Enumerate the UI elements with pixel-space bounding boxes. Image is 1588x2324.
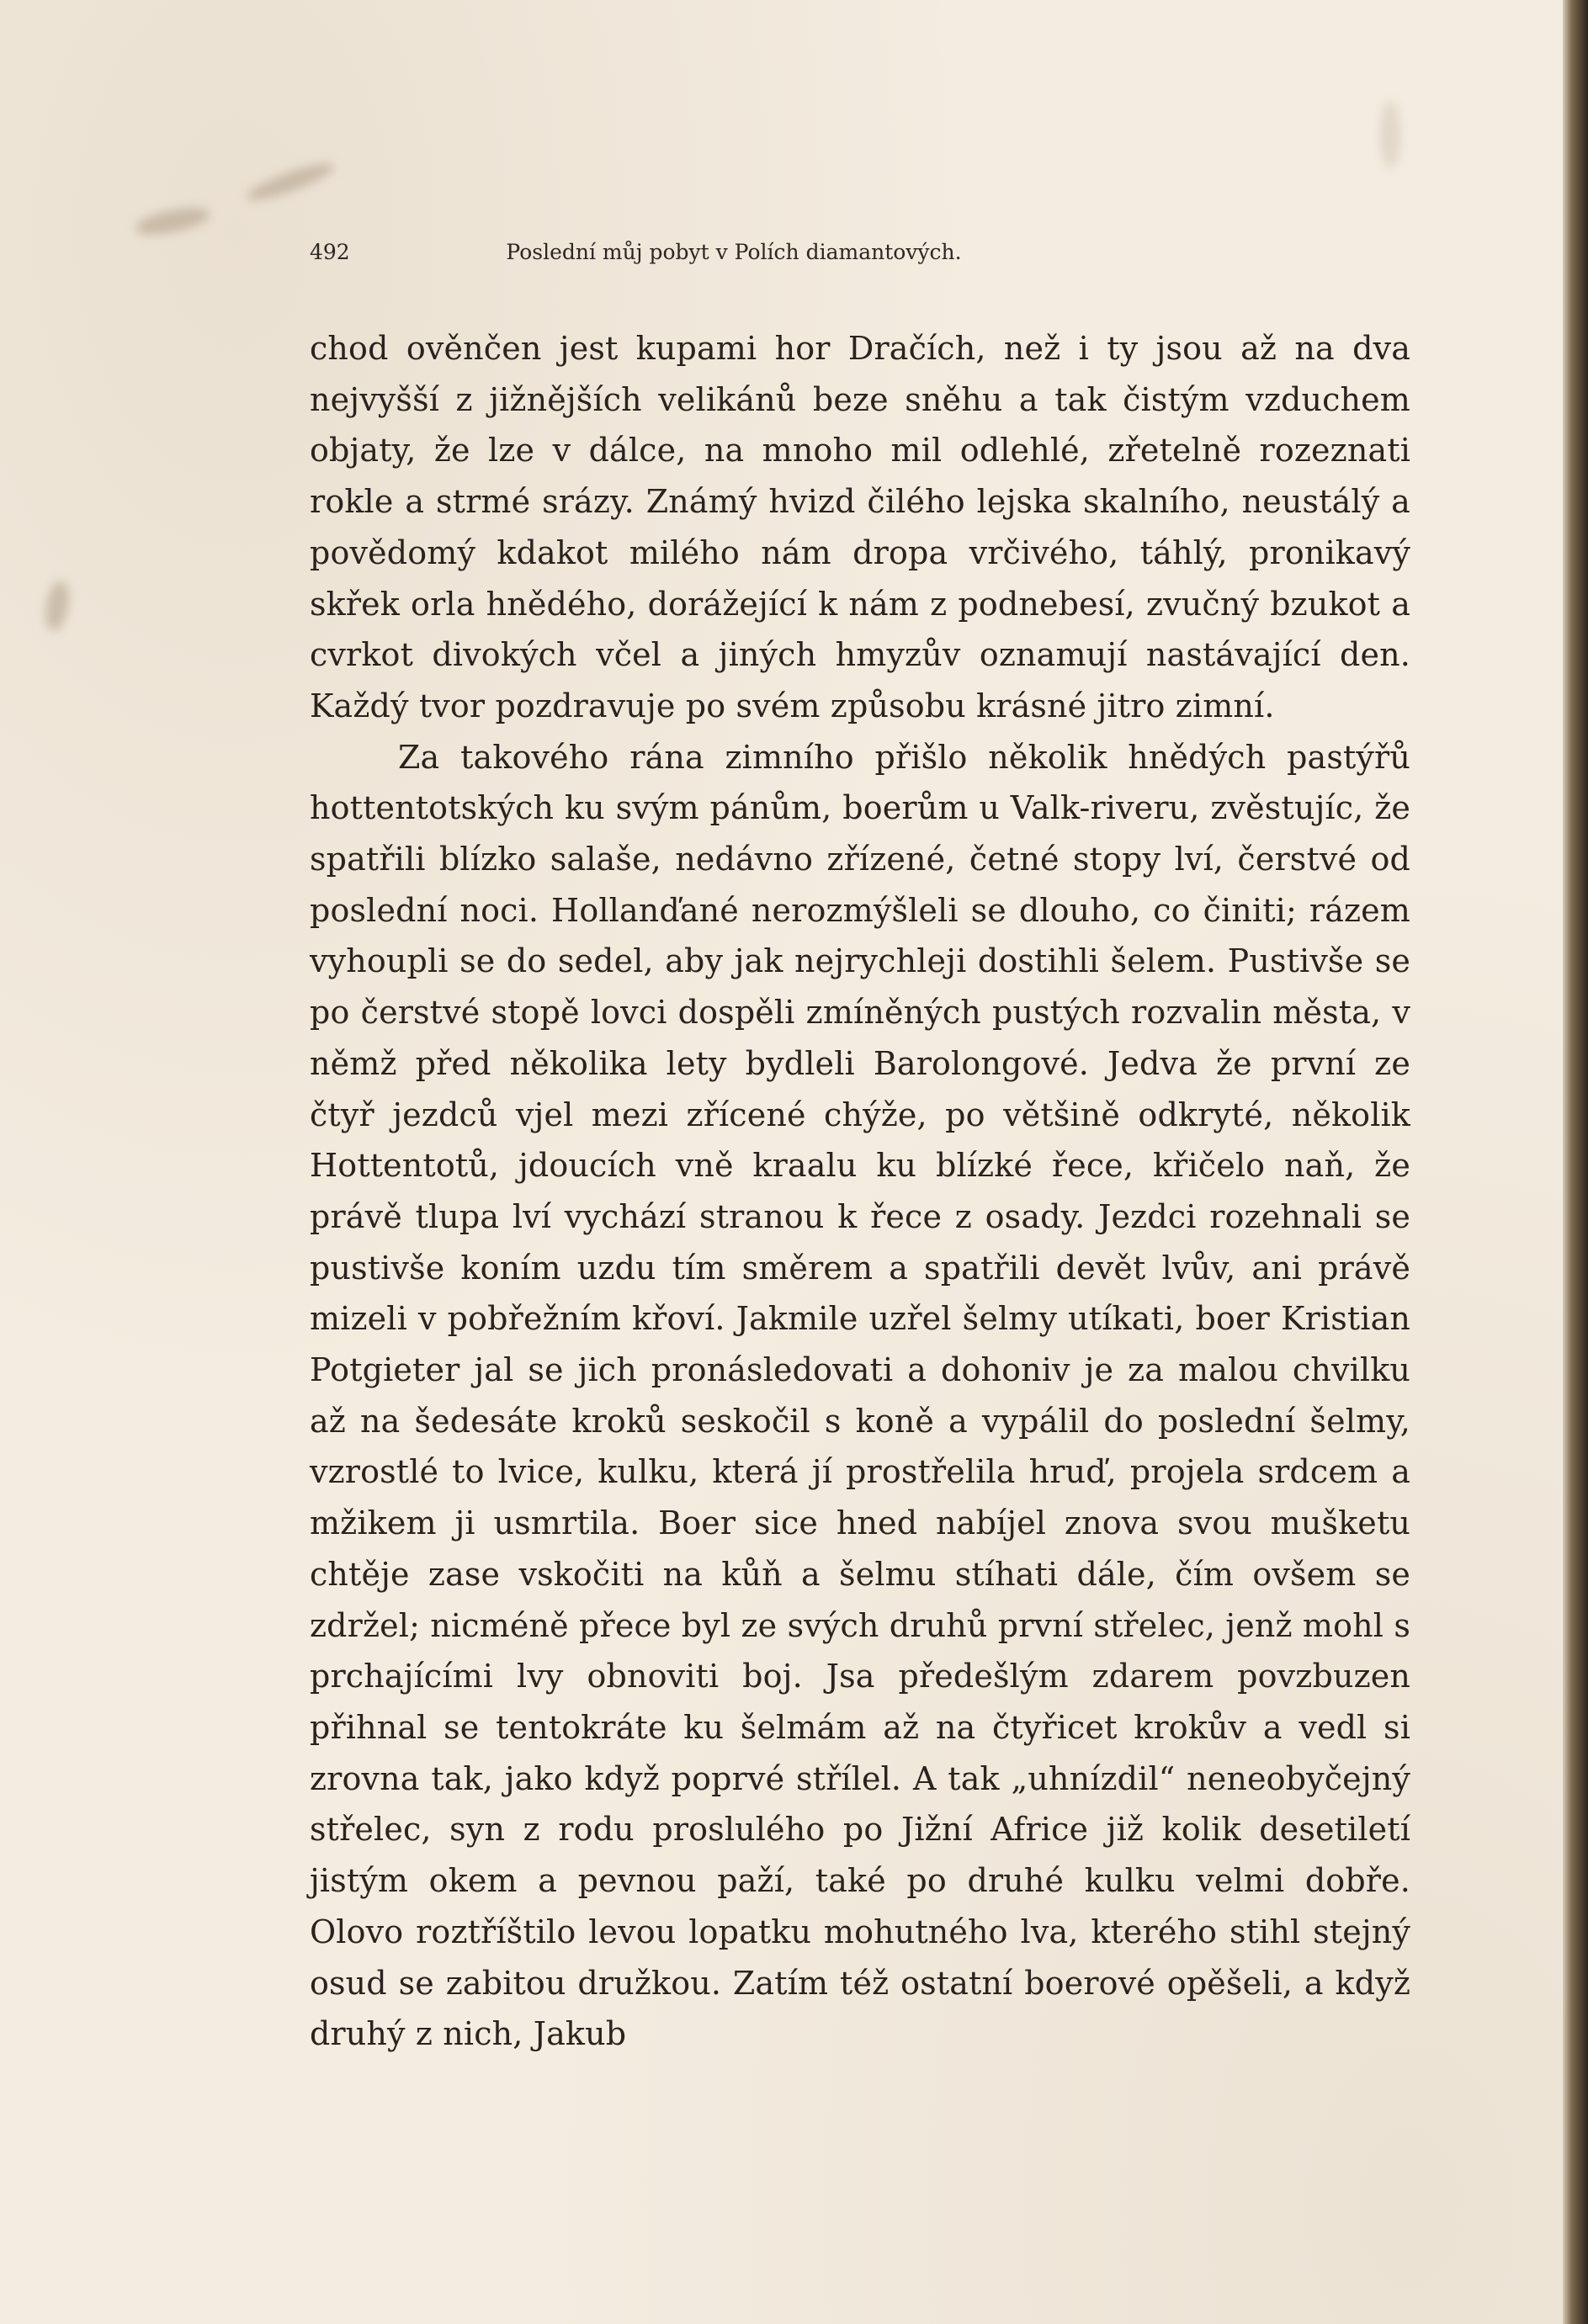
body-text [310,323,1410,2060]
paragraph: Za takového rána zimního přišlo několik hnědých pastýřů hottentotských ku svým pánům, boerům u Valk-riveru, zvěstujíc, že spatřili blízko salaše, nedávno zřízené, četné stopy lví, čerstvé od poslední noci. Hollanďané nerozmýšleli se dlouho, co činiti; rázem vyhoupli se do sedel, aby jak nejrychleji dostihli šelem. Pustivše se po čerstvé stopě lovci dospěli zmíněných pustých rozvalin města, v němž před několika lety bydleli Barolongové. Jedva že první ze čtyř jezdců vjel mezi zřícené chýže, po většině odkryté, několik Hottentotů, jdoucích vně kraalu ku blízké řece, křičelo naň, že právě tlupa lví vychází stranou k řece z osady. Jezdci rozehnali se pustivše koním uzdu tím směrem a spatřili devět lvův, ani právě mizeli v pobřežním křoví. Jakmile uzřel šelmy utíkati, boer Kristian Potgieter jal se jich pronásledovati a dohoniv je za malou chvilku až na šedesáte kroků seskočil s koně a vypálil do poslední šelmy, vzrostlé to lvice, kulku, která jí prostřelila hruď, projela srdcem a mžikem ji usmrtila. Boer sice hned nabíjel znova svou mušketu chtěje zase vskočiti na kůň a šelmu stíhati dále, čím ovšem se zdržel; nicméně přece byl ze svých druhů první střelec, jenž mohl s prchajícími lvy obnoviti boj. Jsa předešlým zdarem povzbuzen přihnal se tentokráte ku šelmám až na čtyřicet krokův a vedl si zrovna tak, jako když poprvé střílel. A tak „uhnízdil“ neneobyčejný střelec, syn z rodu proslulého po Jižní Africe již kolik desetiletí jistým okem a pevnou paží, také po druhé kulku velmi dobře. Olovo roztříštilo levou lopatku mohutného lva, kterého stihl stejný osud se zabitou družkou. Zatím též ostatní boerové opěšeli, a když druhý z nich, Jakub [310,738,1410,2053]
stain-mark [42,579,72,633]
stain-mark [1380,101,1400,168]
stain-mark [133,203,211,240]
paragraph: chod ověnčen jest kupami hor Dračích, než i ty jsou až na dva nejvyšší z jižnějších velikánů beze sněhu a tak čistým vzduchem objaty, že lze v dálce, na mnoho mil odlehlé, zřetelně rozeznati rokle a strmé srázy. Známý hvizd čilého lejska skalního, neustálý a povědomý kdakot milého nám dropa vrčivého, táhlý, pronikavý skřek orla hnědého, dorážející k nám z podnebesí, zvučný bzukot a cvrkot divokých včel a jiných hmyzův oznamují nastávající den. Každý tvor pozdravuje po svém způsobu krásné jitro zimní. [310,330,1410,724]
running-head [310,240,1158,273]
book-spine-edge [1563,0,1588,2324]
page-number: 492 [310,240,350,264]
running-title: Poslední můj pobyt v Polích diamantových. [506,240,962,264]
stain-mark [244,157,337,206]
